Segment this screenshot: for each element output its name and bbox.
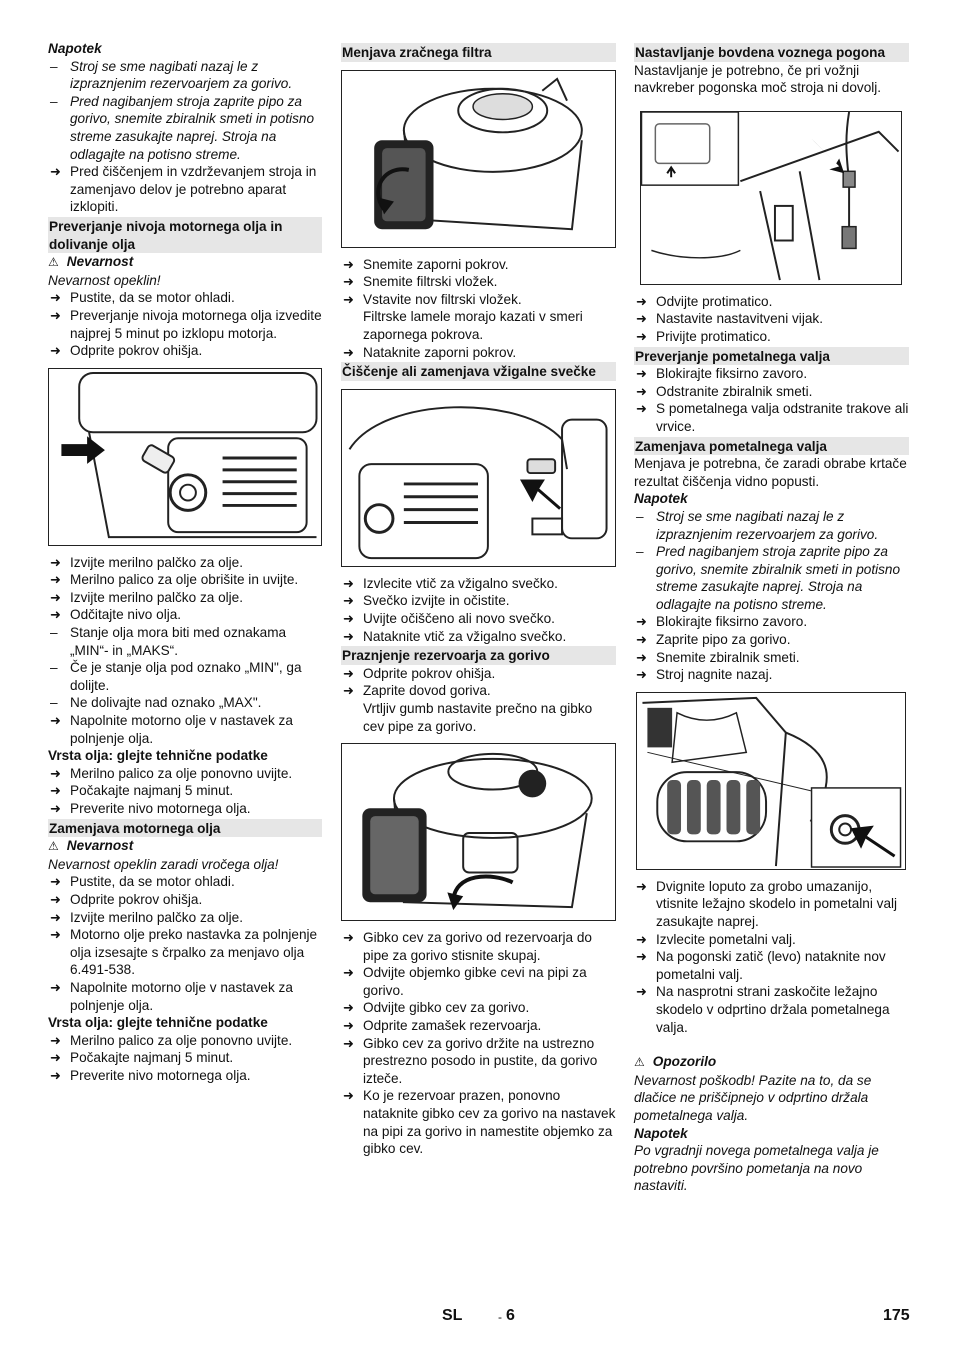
intro-text: Nastavljanje je potrebno, če pri vožnji navkreber pogonska moč stroja ni dovolj. xyxy=(634,62,882,96)
step-item: ➜ Nastavite nastavitveni vijak. xyxy=(634,310,909,328)
step-item: ➜ Stroj nagnite nazaj. xyxy=(634,666,909,684)
dash-item: – Stanje olja mora biti med oznakama „MIN“- in „MAKS“. xyxy=(48,624,322,659)
footer-language: SL xyxy=(442,1307,463,1324)
step-note: Vrtljiv gumb nastavite prečno na gibko cev pipe za gorivo. xyxy=(363,700,593,734)
note-dash-item: – Stroj se sme nagibati nazaj le z izpraznjenim rezervoarjem za gorivo. xyxy=(634,508,909,543)
column-left xyxy=(48,40,322,1085)
step-item: ➜ Snemite zaporni pokrov. xyxy=(341,256,616,274)
step-item: ➜ Odprite pokrov ohišja. xyxy=(341,665,616,683)
section-heading-bowden: Nastavljanje bovdena voznega pogona xyxy=(634,43,909,62)
step-item: ➜ Svečko izvijte in očistite. xyxy=(341,592,616,610)
column-right xyxy=(634,40,909,1195)
section-heading-spark-plug: Čiščenje ali zamenjava vžigalne svečke xyxy=(341,362,616,381)
step-item: ➜ Preverjanje nivoja motornega olja izvedite najprej 5 minut po izklopu motorja. xyxy=(48,307,322,342)
engine-air-filter-illustration xyxy=(342,71,615,247)
caution-title: ⚠ Opozorilo xyxy=(634,1053,909,1072)
note-dash-item: – Pred nagibanjem stroja zaprite pipo za gorivo, snemite zbiralnik smeti in potisno streme zasukajte naprej. Stroja na odlagajte na potisno streme. xyxy=(634,543,909,613)
step-item: ➜ Odčitajte nivo olja. xyxy=(48,606,322,624)
oil-type-label: Vrsta olja: glejte tehnične podatke xyxy=(48,1015,268,1031)
step-item: ➜ Blokirajte fiksirno zavoro. xyxy=(634,365,909,383)
step-item: ➜ Odprite pokrov ohišja. xyxy=(48,342,322,360)
step-item: ➜ Nataknite zaporni pokrov. xyxy=(341,344,616,362)
footer-section-page: 6 xyxy=(506,1307,515,1324)
step-item: ➜ Pustite, da se motor ohladi. xyxy=(48,873,322,891)
step-item: ➜ Počakajte najmanj 5 minut. xyxy=(48,782,322,800)
section-heading-fuel-tank: Praznjenje rezervoarja za gorivo xyxy=(341,646,616,665)
step-item: ➜ Izvijte merilno palčko za olje. xyxy=(48,554,322,572)
engine-dipstick-illustration xyxy=(49,369,321,545)
step-item: ➜ Nataknite vtič za vžigalno svečko. xyxy=(341,628,616,646)
section-heading-roller-check: Preverjanje pometalnega valja xyxy=(634,347,909,366)
step-item: ➜ S pometalnega valja odstranite trakove ali vrvice. xyxy=(634,400,909,435)
sweeping-roller-illustration xyxy=(637,693,905,869)
figure-oil-dipstick xyxy=(48,368,322,546)
step-item: ➜ Snemite zbiralnik smeti. xyxy=(634,649,909,667)
step-item: ➜ Snemite filtrski vložek. xyxy=(341,273,616,291)
intro-text: Menjava je potrebna, če zaradi obrabe krtače rezultat čiščenja vidno popusti. xyxy=(634,456,907,489)
step-item: ➜ Izvijte merilno palčko za olje. xyxy=(48,589,322,607)
bowden-cable-illustration xyxy=(641,112,901,284)
engine-fuel-tank-illustration xyxy=(342,744,615,920)
section-heading-air-filter: Menjava zračnega filtra xyxy=(341,43,616,62)
note-title: Napotek xyxy=(634,491,688,507)
step-item: ➜ Odvijte protimatico. xyxy=(634,293,909,311)
step-item: ➜ Merilno palico za olje ponovno uvijte. xyxy=(48,1032,322,1050)
step-note: Filtrske lamele morajo kazati v smeri zapornega pokrova. xyxy=(363,309,583,342)
step-item: ➜ Uvijte očiščeno ali novo svečko. xyxy=(341,610,616,628)
caution-text: Nevarnost poškodb! Pazite na to, da se dlačice ne priščipnejo v odprtino držala pometalnega valja. xyxy=(634,1072,872,1123)
step-item: ➜ Odstranite zbiralnik smeti. xyxy=(634,383,909,401)
spacer xyxy=(634,1036,909,1053)
step-item: ➜ Izvijte merilno palčko za olje. xyxy=(48,909,322,927)
step-item: ➜ Dvignite loputo za grobo umazanijo, vtisnite ležajno skodelo in pometalni valj zasukajte naprej. xyxy=(634,878,909,931)
step-item: ➜ Izvlecite pometalni valj. xyxy=(634,931,909,949)
dash-item: – Ne dolivajte nad oznako „MAX". xyxy=(48,694,322,712)
section-heading-oil-check: Preverjanje nivoja motornega olja in dolivanje olja xyxy=(48,217,322,253)
note-text: Po vgradnji novega pometalnega valja je potrebno površino pometanja na novo nastaviti. xyxy=(634,1143,879,1194)
footer-page-number: 175 xyxy=(883,1307,910,1324)
step-item: ➜ Preverite nivo motornega olja. xyxy=(48,800,322,818)
step-item: ➜ Na pogonski zatič (levo) nataknite nov pometalni valj. xyxy=(634,948,909,983)
oil-type-label: Vrsta olja: glejte tehnične podatke xyxy=(48,748,268,764)
footer-separator: - xyxy=(498,1310,502,1324)
step-item: ➜ Napolnite motorno olje v nastavek za polnjenje olja. xyxy=(48,712,322,747)
note-dash-item: – Stroj se sme nagibati nazaj le z izpraznjenim rezervoarjem za gorivo. xyxy=(48,58,322,93)
figure-sweeping-roller xyxy=(636,692,906,870)
figure-air-filter xyxy=(341,70,616,248)
step-item: ➜ Odvijte gibko cev za gorivo. xyxy=(341,999,616,1017)
note-title: Napotek xyxy=(634,1125,688,1141)
danger-title: ⚠ Nevarnost xyxy=(48,253,322,272)
danger-title: ⚠ Nevarnost xyxy=(48,837,322,856)
engine-spark-plug-illustration xyxy=(342,390,615,566)
step-item: ➜ Izvlecite vtič za vžigalno svečko. xyxy=(341,575,616,593)
step-item: ➜ Odprite zamašek rezervoarja. xyxy=(341,1017,616,1035)
dash-item: – Če je stanje olja pod oznako „MIN", ga dolijte. xyxy=(48,659,322,694)
step-item: ➜ Odprite pokrov ohišja. xyxy=(48,891,322,909)
step-item: ➜ Preverite nivo motornega olja. xyxy=(48,1067,322,1085)
step-item: ➜ Gibko cev za gorivo od rezervoarja do pipe za gorivo stisnite skupaj. xyxy=(341,929,616,964)
section-heading-roller-change: Zamenjava pometalnega valja xyxy=(634,437,909,456)
section-heading-oil-change: Zamenjava motornega olja xyxy=(48,819,322,838)
step-item: ➜ Vstavite nov filtrski vložek. xyxy=(341,291,616,309)
column-middle xyxy=(341,40,616,1158)
step-item: ➜ Motorno olje preko nastavka za polnjenje olja izsesajte s črpalko za menjavo olja 6.491-538. xyxy=(48,926,322,979)
step-item: ➜ Blokirajte fiksirno zavoro. xyxy=(634,613,909,631)
step-item: ➜ Zaprite pipo za gorivo. xyxy=(634,631,909,649)
step-item: ➜ Ko je rezervoar prazen, ponovno nataknite gibko cev za gorivo na nastavek na pipi za gorivo in namestite objemko za gibko cev. xyxy=(341,1087,616,1157)
step-item: ➜ Napolnite motorno olje v nastavek za polnjenje olja. xyxy=(48,979,322,1014)
note-dash-item: – Pred nagibanjem stroja zaprite pipo za gorivo, snemite zbiralnik smeti in potisno streme zasukajte naprej. Stroja na odlagajte na potisno streme. xyxy=(48,93,322,163)
figure-bowden xyxy=(640,111,902,285)
step-item: ➜ Privijte protimatico. xyxy=(634,328,909,346)
step-item: ➜ Odvijte objemko gibke cevi na pipi za gorivo. xyxy=(341,964,616,999)
note-title: Napotek xyxy=(48,41,102,56)
step-item: ➜ Merilno palico za olje obrišite in uvijte. xyxy=(48,571,322,589)
step-item: ➜ Pustite, da se motor ohladi. xyxy=(48,289,322,307)
step-item: ➜ Merilno palico za olje ponovno uvijte. xyxy=(48,765,322,783)
danger-text: Nevarnost opeklin! xyxy=(48,272,161,288)
step-item: ➜ Zaprite dovod goriva. xyxy=(341,682,616,700)
step-item: ➜ Gibko cev za gorivo držite na ustrezno prestrezno posodo in pustite, da gorivo izteče. xyxy=(341,1035,616,1088)
figure-fuel-tank xyxy=(341,743,616,921)
step-item: ➜ Na nasprotni strani zaskočite ležajno skodelo v odprtino držala pometalnega valja. xyxy=(634,983,909,1036)
danger-text: Nevarnost opeklin zaradi vročega olja! xyxy=(48,856,279,872)
figure-spark-plug xyxy=(341,389,616,567)
step-item: ➜ Pred čiščenjem in vzdrževanjem stroja in zamenjavo delov je potrebno aparat izklopiti. xyxy=(48,163,322,216)
step-item: ➜ Počakajte najmanj 5 minut. xyxy=(48,1049,322,1067)
